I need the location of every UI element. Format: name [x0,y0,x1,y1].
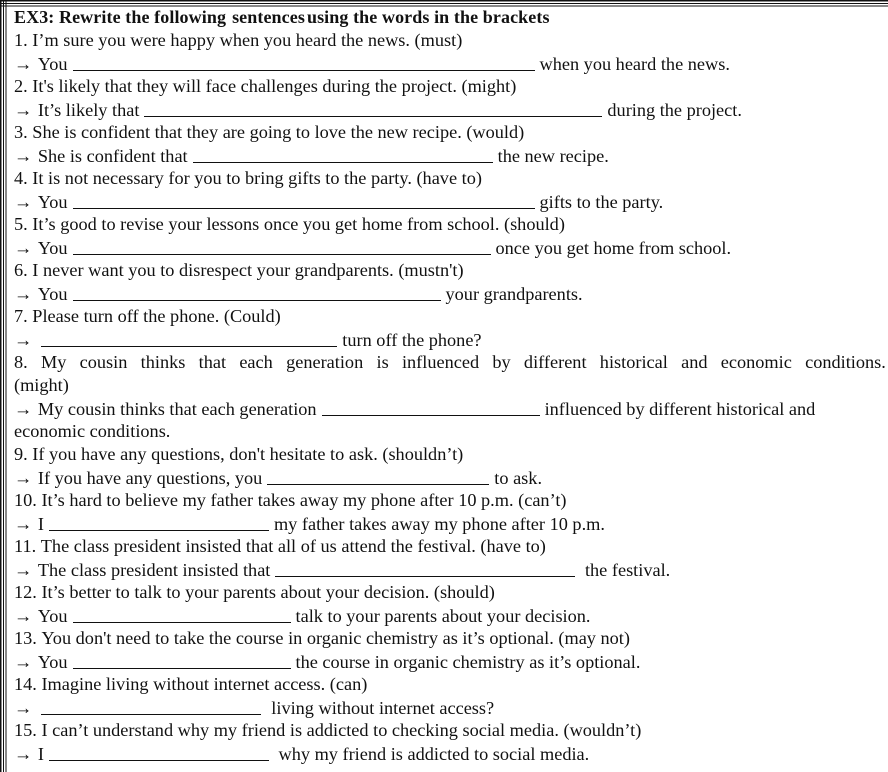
question-prompt: The class president insisted that all of us attend the festival. (have to) [40,536,546,556]
arrow-icon: → [14,238,33,258]
question-prompt: It is not necessary for you to bring gifts to the party. (have to) [32,168,482,188]
arrow-icon: → [14,284,33,304]
answer-8 [14,397,886,420]
answer-suffix: turn off the phone? [342,330,482,350]
answer-blank[interactable] [73,237,491,255]
answer-suffix: the new recipe. [497,146,609,166]
answer-7 [14,328,886,351]
prompt-word: is [376,352,389,372]
question-number: 8. [14,352,28,372]
question-prompt: I’m sure you were happy when you heard the news. (must) [32,30,463,50]
question-number: 7. [14,306,28,326]
arrow-icon: → [14,100,33,120]
question-prompt: It’s good to revise your lessons once you get home from school. (should) [32,214,565,234]
question-prompt: (might) [14,375,69,395]
question-5 [14,213,886,236]
answer-blank[interactable] [144,99,602,117]
question-7 [14,305,886,328]
question-9 [14,443,886,466]
question-number: 14. [14,674,37,694]
question-3 [14,121,886,144]
prompt-word: historical [599,352,668,372]
answer-blank[interactable] [73,605,291,623]
arrow-icon: → [14,399,33,419]
answer-suffix: economic conditions. [14,421,171,441]
answer-prefix: You [37,192,68,212]
prompt-word: by [492,352,511,372]
answer-5 [14,236,886,259]
question-number: 10. [14,490,37,510]
answer-13 [14,650,886,673]
answer-suffix: the festival. [580,560,671,580]
answer-suffix: when you heard the news. [539,54,730,74]
question-number: 4. [14,168,28,188]
arrow-icon: → [14,192,33,212]
answer-blank[interactable] [41,697,261,715]
question-number: 13. [14,628,37,648]
answer-10 [14,512,886,535]
prompt-word: economic [720,352,792,372]
prompt-word: cousin [79,352,128,372]
question-prompt: It's likely that they will face challenges during the project. (might) [32,76,517,96]
answer-blank[interactable] [73,191,535,209]
question-8-continued [14,374,886,397]
question-number: 2. [14,76,28,96]
answer-prefix: I [37,514,44,534]
arrow-icon: → [14,514,33,534]
question-6 [14,259,886,282]
answer-14 [14,696,886,719]
question-number: 9. [14,444,28,464]
answer-prefix: The class president insisted that [37,560,271,580]
question-prompt: You don't need to take the course in organic chemistry as it’s optional. (may not) [41,628,630,648]
answer-suffix: your grandparents. [445,284,583,304]
question-15 [14,719,886,742]
page-border-left [0,0,7,772]
answer-blank[interactable] [275,559,575,577]
title-text: EX3: Rewrite the following [14,7,227,27]
answer-suffix: the course in organic chemistry as it’s optional. [295,652,641,672]
answer-15 [14,742,886,765]
question-number: 6. [14,260,28,280]
answer-6 [14,282,886,305]
answer-suffix: talk to your parents about your decision. [295,606,591,626]
answer-12 [14,604,886,627]
answer-8-continued [14,420,886,443]
prompt-word: thinks [140,352,186,372]
arrow-icon: → [14,468,33,488]
prompt-word: and [681,352,708,372]
title-text: sentences [232,7,305,27]
prompt-word: influenced [401,352,480,372]
answer-3 [14,144,886,167]
answer-2 [14,98,886,121]
answer-prefix: You [37,606,68,626]
arrow-icon: → [14,606,33,626]
question-4 [14,167,886,190]
arrow-icon: → [14,698,33,718]
answer-9 [14,466,886,489]
answer-blank[interactable] [73,283,441,301]
answer-suffix: once you get home from school. [495,238,732,258]
answer-blank[interactable] [73,651,291,669]
question-prompt: Imagine living without internet access. (can) [41,674,368,694]
answer-blank[interactable] [49,743,269,761]
prompt-word: generation [286,352,364,372]
question-prompt: If you have any questions, don't hesitate to ask. (shouldn’t) [32,444,464,464]
prompt-word: that [198,352,227,372]
question-10 [14,489,886,512]
answer-prefix: You [37,652,68,672]
answer-prefix: She is confident that [37,146,188,166]
answer-suffix: during the project. [607,100,742,120]
answer-suffix: influenced by different historical and [544,399,816,419]
answer-prefix: You [37,284,68,304]
prompt-word: My [40,352,67,372]
question-8 [14,351,886,374]
question-prompt: Please turn off the phone. (Could) [32,306,281,326]
arrow-icon: → [14,744,33,764]
arrow-icon: → [14,54,33,74]
question-prompt: She is confident that they are going to love the new recipe. (would) [32,122,525,142]
question-number: 15. [14,720,37,740]
exercise-title [14,6,886,29]
answer-blank[interactable] [73,53,535,71]
answer-suffix: to ask. [494,468,543,488]
answer-blank[interactable] [49,513,269,531]
question-prompt: I never want you to disrespect your grandparents. (mustn't) [32,260,464,280]
answer-blank[interactable] [322,398,540,416]
question-11 [14,535,886,558]
arrow-icon: → [14,652,33,672]
answer-blank[interactable] [267,467,489,485]
question-number: 5. [14,214,28,234]
answer-1 [14,52,886,75]
question-13 [14,627,886,650]
question-number: 12. [14,582,37,602]
prompt-word: each [239,352,273,372]
question-prompt: I can’t understand why my friend is addicted to checking social media. (wouldn’t) [41,720,642,740]
answer-suffix: gifts to the party. [539,192,664,212]
answer-suffix: my father takes away my phone after 10 p.m. [273,514,605,534]
answer-prefix: You [37,54,68,74]
question-number: 3. [14,122,28,142]
prompt-word: conditions. [805,352,886,372]
answer-blank[interactable] [41,329,337,347]
question-prompt: It’s hard to believe my father takes away my phone after 10 p.m. (can’t) [41,490,567,510]
prompt-word: different [523,352,587,372]
answer-prefix: My cousin thinks that each generation [37,399,317,419]
title-text: using the words in the brackets [306,7,550,27]
answer-prefix: It’s likely that [37,100,140,120]
answer-prefix: You [37,238,68,258]
question-14 [14,673,886,696]
worksheet-content [14,6,886,765]
arrow-icon: → [14,560,33,580]
answer-blank[interactable] [193,145,493,163]
question-12 [14,581,886,604]
question-2 [14,75,886,98]
answer-suffix: why my friend is addicted to social media. [273,744,590,764]
question-1 [14,29,886,52]
arrow-icon: → [14,146,33,166]
answer-prefix: I [37,744,44,764]
answer-11 [14,558,886,581]
answer-suffix: living without internet access? [271,698,495,718]
arrow-icon: → [14,330,33,350]
answer-4 [14,190,886,213]
answer-prefix: If you have any questions, you [37,468,263,488]
question-prompt: It’s better to talk to your parents about your decision. (should) [41,582,495,602]
question-number: 1. [14,30,28,50]
question-number: 11. [14,536,37,556]
